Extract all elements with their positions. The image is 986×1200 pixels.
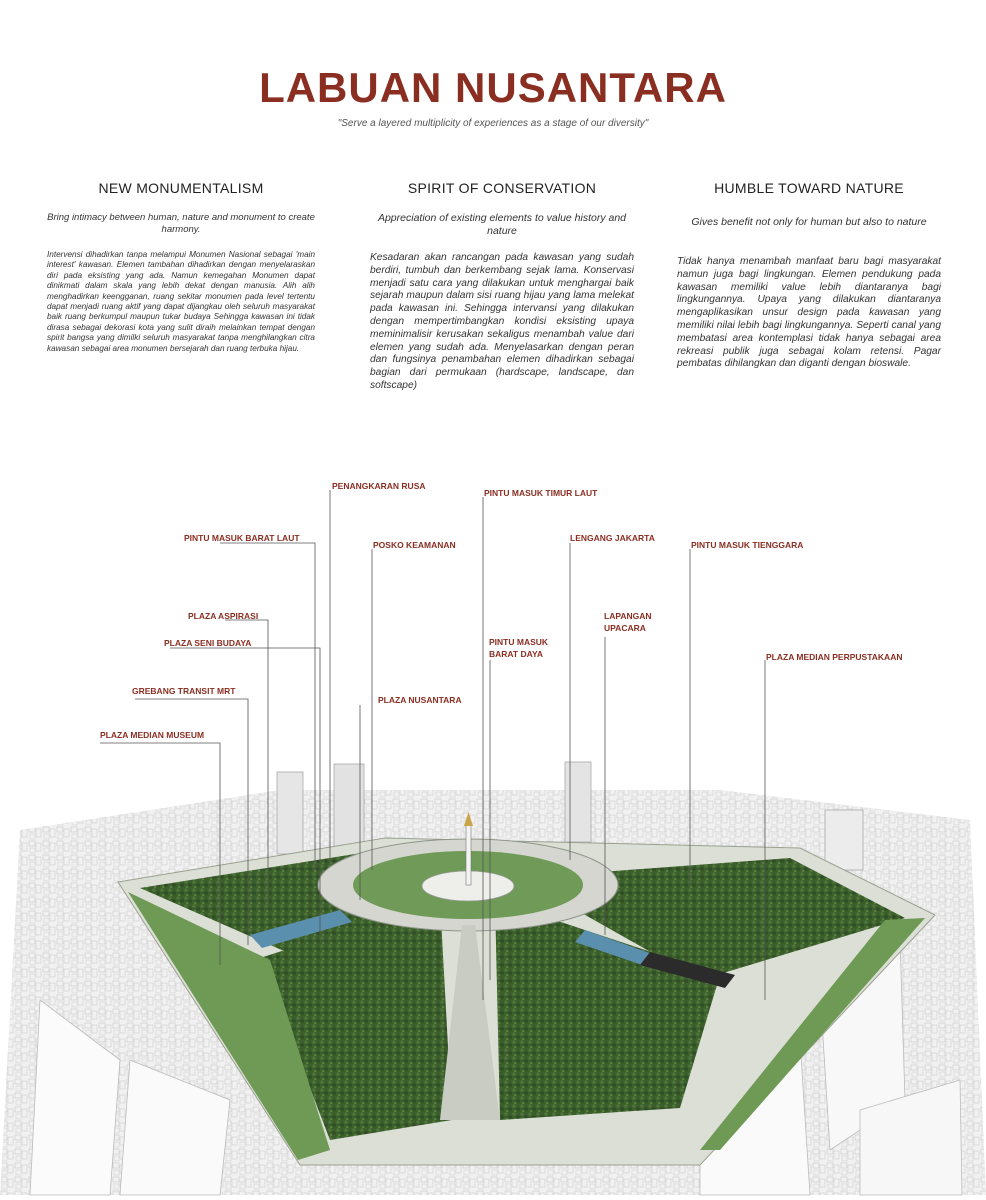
column-heading: HUMBLE TOWARD NATURE — [714, 180, 904, 196]
label-pintu-masuk-barat-laut: PINTU MASUK BARAT LAUT — [184, 533, 300, 543]
column-subheading: Gives benefit not only for human but also to nature — [691, 216, 927, 228]
column-subheading: Bring intimacy between human, nature and monument to create harmony. — [47, 212, 315, 235]
page-title: LABUAN NUSANTARA — [259, 64, 727, 111]
label-pintu-masuk-tienggara: PINTU MASUK TIENGGARA — [691, 540, 804, 550]
concept-column-spirit-of-conservation — [370, 180, 634, 393]
concept-column-new-monumentalism — [47, 180, 315, 354]
tagline: "Serve a layered multiplicity of experiences as a stage of our diversity" — [337, 118, 649, 129]
column-body: Intervensi dihadirkan tanpa melampui Monumen Nasional sebagai 'main interest' kawasan. Elemen tambahan dihadirkan dengan menyelaraskan diri pada eksisting yang ada. Namun kemegahan Monumen dapat dinikmati dalam skala yang lebih dekat dengan manusia. Alih alih menghadirkan keengganan, ruang sekitar monumen pada level tertentu dapat menjadi ruang aktif yang dapat dijangkau oleh seluruh masyarakat baik ruang berkumpul maupun tukar budaya Sehingga kawasan ini tidak dirasa sebagai dekorasi kota yang sulit diraih melainkan tempat dengan spirit bangsa yang dimilki seluruh masyarakat tanpa menghilangkan citra kawasan sebagai area monumen bersejarah dan ruang terbuka hijau. — [47, 250, 315, 353]
label-pintu-masuk-timur-laut: PINTU MASUK TIMUR LAUT — [484, 488, 598, 498]
site-plan-illustration — [0, 440, 986, 1200]
label-lengang-jakarta: LENGANG JAKARTA — [570, 533, 655, 543]
concept-column-humble-toward-nature — [677, 180, 941, 371]
column-body: Tidak hanya menambah manfaat baru bagi masyarakat namun juga bagi lingkungan. Elemen pendukung pada kawasan memiliki value lebih diantaranya bagi lingkungannya. Upaya yang dilakukan diantaranya mengaplikasikan unsur design pada kawasan yang memiliki nilai lebih bagi lingkungannya. Seperti canal yang membatasi area kontemplasi tidak hanya sebagai area rekreasi publik juga sebagai kolam retensi. Pagar pembatas dihilangkan dan diganti dengan bioswale. — [677, 256, 941, 370]
column-heading: NEW MONUMENTALISM — [98, 180, 264, 196]
label-plaza-aspirasi: PLAZA ASPIRASI — [188, 611, 259, 621]
label-pintu-masuk: PINTU MASUK — [489, 637, 549, 647]
label-plaza-seni-budaya: PLAZA SENI BUDAYA — [164, 638, 252, 648]
column-heading: SPIRIT OF CONSERVATION — [407, 180, 597, 196]
column-body: Kesadaran akan rancangan pada kawasan yang sudah berdiri, tumbuh dan berkembang sejak lama. Konservasi menjadi satu cara yang dilakukan untuk menghargai baik sejarah maupun dalam sisi ruang hijau yang lama melekat pada kawasan ini. Sehingga intervansi yang dilakukan dengan mempertimbangkan kondisi eksisting upaya meminimalisir kerusakan sekaligus menambah value dari elemen yang sudah ada. Menyelasarkan dengan peran dan fungsinya penambahan elemen dihadirkan sebagai bagian dari permukaan (hardscape, landscape, dan softscape) — [370, 252, 634, 391]
label-penangkaran-rusa: PENANGKARAN RUSA — [332, 481, 426, 491]
label-grebang-transit-mrt: GREBANG TRANSIT MRT — [132, 686, 236, 696]
label-upacara: UPACARA — [604, 623, 646, 633]
label-barat-daya: BARAT DAYA — [489, 649, 544, 659]
column-subheading: Appreciation of existing elements to value history and nature — [377, 212, 627, 237]
label-posko-keamanan: POSKO KEAMANAN — [373, 540, 456, 550]
label-plaza-median-perpustakaan: PLAZA MEDIAN PERPUSTAKAAN — [766, 652, 903, 662]
label-lapangan: LAPANGAN — [604, 611, 652, 621]
label-plaza-median-museum: PLAZA MEDIAN MUSEUM — [100, 730, 205, 740]
label-plaza-nusantara: PLAZA NUSANTARA — [378, 695, 462, 705]
site-labels — [100, 481, 902, 740]
